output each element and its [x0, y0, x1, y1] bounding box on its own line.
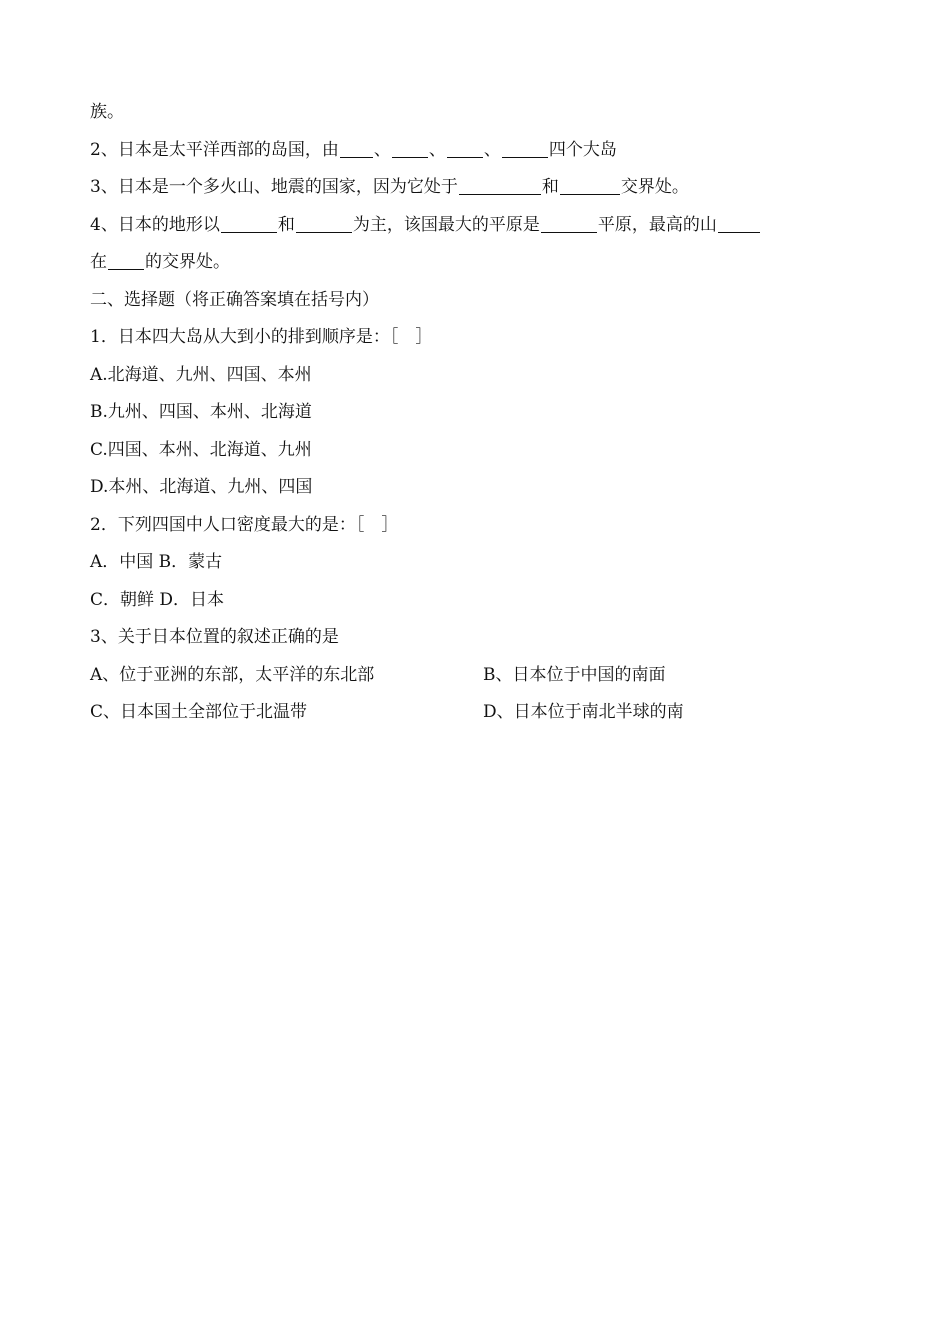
- section-heading: [90, 282, 890, 320]
- question-text: 2、日本是太平洋西部的岛国，由: [90, 139, 339, 160]
- section-heading-text: 二、选择题（将正确答案填在括号内）: [90, 289, 379, 310]
- options-row-cd: [90, 694, 890, 732]
- separator: 、: [428, 139, 446, 160]
- fill-question-4-continued: [90, 244, 890, 282]
- answer-blank[interactable]: [108, 251, 144, 270]
- question-stem: 2．下列四国中人口密度最大的是：［ ］: [90, 514, 399, 535]
- option-a[interactable]: [90, 357, 890, 395]
- question-text: 4、日本的地形以: [90, 214, 220, 235]
- answer-blank[interactable]: [221, 214, 277, 233]
- fill-question-3: [90, 169, 890, 207]
- fill-question-2: [90, 132, 890, 170]
- separator: 、: [373, 139, 391, 160]
- option-text: B.九州、四国、本州、北海道: [90, 402, 312, 422]
- answer-blank[interactable]: [541, 214, 597, 233]
- option-d[interactable]: [90, 469, 890, 507]
- fill-question-4: [90, 207, 890, 245]
- option-text: C．朝鲜 D．日本: [90, 589, 225, 610]
- question-stem: 3、关于日本位置的叙述正确的是: [90, 627, 339, 647]
- option-b[interactable]: B、日本位于中国的南面: [483, 664, 666, 685]
- option-text: D.本州、北海道、九州、四国: [90, 477, 313, 497]
- answer-blank[interactable]: [392, 139, 428, 158]
- question-text: 和: [541, 177, 559, 197]
- options-row-ab: [90, 657, 890, 695]
- question-text: 为主，该国最大的平原是: [352, 214, 540, 235]
- option-text: A．中国 B．蒙古: [90, 552, 223, 572]
- option-d[interactable]: D、日本位于南北半球的南: [483, 702, 684, 722]
- question-stem: 1．日本四大岛从大到小的排到顺序是：［ ］: [90, 327, 433, 347]
- option-c[interactable]: [90, 432, 890, 470]
- options-row-1[interactable]: [90, 544, 890, 582]
- answer-blank[interactable]: [718, 214, 760, 233]
- option-a[interactable]: A、位于亚洲的东部，太平洋的东北部: [90, 664, 375, 685]
- option-c[interactable]: C、日本国土全部位于北温带: [90, 702, 308, 722]
- question-text: 在: [90, 252, 107, 272]
- separator: 、: [483, 139, 501, 160]
- question-text: 的交界处。: [145, 252, 230, 272]
- answer-blank[interactable]: [340, 139, 373, 158]
- options-row-2[interactable]: [90, 582, 890, 620]
- question-text: 平原，最高的山: [597, 214, 717, 235]
- answer-blank[interactable]: [502, 139, 548, 158]
- option-text: A.北海道、九州、四国、本州: [90, 364, 312, 385]
- option-b[interactable]: [90, 394, 890, 432]
- choice-question-3: [90, 619, 890, 657]
- continuation-text: 族。: [90, 102, 124, 122]
- continuation-line: [90, 94, 890, 132]
- question-text: 交界处。: [620, 177, 689, 197]
- question-text: 3、日本是一个多火山、地震的国家，因为它处于: [90, 177, 458, 197]
- choice-question-2: [90, 507, 890, 545]
- question-text: 四个大岛: [548, 139, 617, 160]
- choice-question-1: [90, 319, 890, 357]
- answer-blank[interactable]: [560, 176, 620, 195]
- answer-blank[interactable]: [447, 139, 483, 158]
- answer-blank[interactable]: [296, 214, 352, 233]
- option-text: C.四国、本州、北海道、九州: [90, 439, 312, 460]
- worksheet-page: [90, 94, 890, 732]
- answer-blank[interactable]: [459, 176, 541, 195]
- question-text: 和: [277, 214, 295, 235]
